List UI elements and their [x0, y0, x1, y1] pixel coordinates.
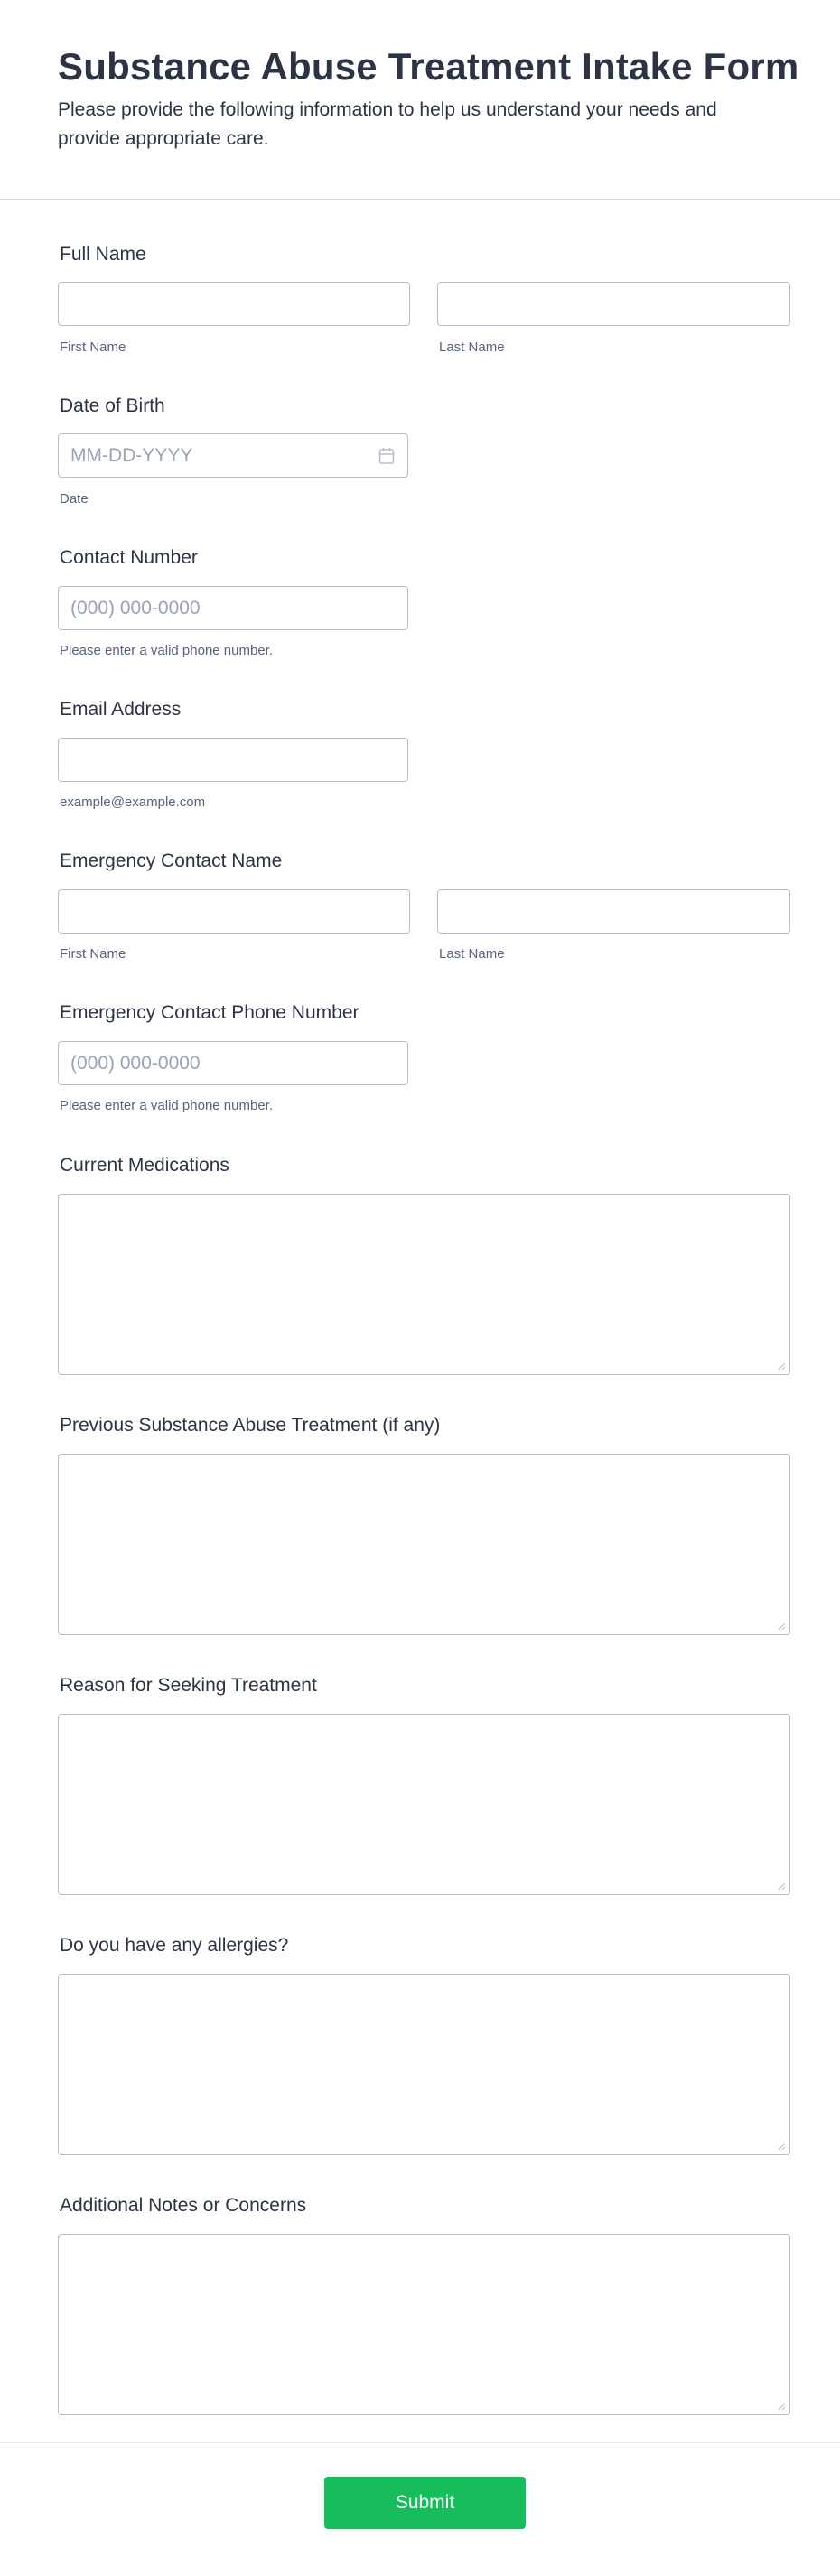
allergies-textarea[interactable] [58, 1974, 790, 2155]
resize-grip-icon[interactable] [777, 1882, 786, 1891]
previous-treatment-label: Previous Substance Abuse Treatment (if any) [60, 1415, 441, 1436]
dob-input[interactable] [58, 433, 408, 478]
contact-number-sublabel: Please enter a valid phone number. [60, 643, 273, 658]
contact-number-input[interactable] [58, 586, 408, 630]
last-name-sublabel: Last Name [439, 339, 505, 355]
resize-grip-icon[interactable] [777, 1622, 786, 1631]
last-name-input[interactable] [437, 282, 790, 326]
reason-textarea[interactable] [58, 1714, 790, 1895]
email-input[interactable] [58, 738, 408, 782]
resize-grip-icon[interactable] [777, 1362, 786, 1371]
emergency-last-name-sublabel: Last Name [439, 946, 505, 962]
form-subtitle: Please provide the following information to help us understand your needs and provide appropriate care. [58, 99, 717, 149]
current-medications-label: Current Medications [60, 1155, 229, 1176]
emergency-phone-label: Emergency Contact Phone Number [60, 1002, 359, 1023]
emergency-last-name-input[interactable] [437, 889, 790, 934]
emergency-phone-input[interactable] [58, 1041, 408, 1085]
resize-grip-icon[interactable] [777, 2142, 786, 2151]
current-medications-textarea[interactable] [58, 1194, 790, 1375]
email-label: Email Address [60, 699, 182, 720]
reason-label: Reason for Seeking Treatment [60, 1675, 317, 1696]
email-sublabel: example@example.com [60, 795, 206, 810]
emergency-first-name-input[interactable] [58, 889, 410, 934]
submit-button[interactable]: Submit [324, 2477, 526, 2529]
form-header [0, 0, 840, 200]
previous-treatment-textarea[interactable] [58, 1454, 790, 1635]
resize-grip-icon[interactable] [777, 2402, 786, 2411]
dob-label: Date of Birth [60, 395, 165, 416]
first-name-input[interactable] [58, 282, 410, 326]
additional-notes-label: Additional Notes or Concerns [60, 2195, 307, 2216]
dob-sublabel: Date [60, 491, 89, 507]
allergies-label: Do you have any allergies? [60, 1935, 289, 1956]
full-name-label: Full Name [60, 244, 146, 265]
emergency-name-label: Emergency Contact Name [60, 851, 283, 871]
first-name-sublabel: First Name [60, 339, 126, 355]
form-title: Substance Abuse Treatment Intake Form [58, 45, 799, 88]
contact-number-label: Contact Number [60, 547, 198, 568]
dob-placeholder: MM-DD-YYYY [70, 445, 193, 466]
calendar-icon[interactable] [378, 447, 395, 465]
emergency-phone-placeholder: (000) 000-0000 [70, 1053, 201, 1074]
contact-number-placeholder: (000) 000-0000 [70, 598, 201, 618]
additional-notes-textarea[interactable] [58, 2234, 790, 2415]
emergency-phone-sublabel: Please enter a valid phone number. [60, 1098, 273, 1113]
emergency-first-name-sublabel: First Name [60, 946, 126, 962]
